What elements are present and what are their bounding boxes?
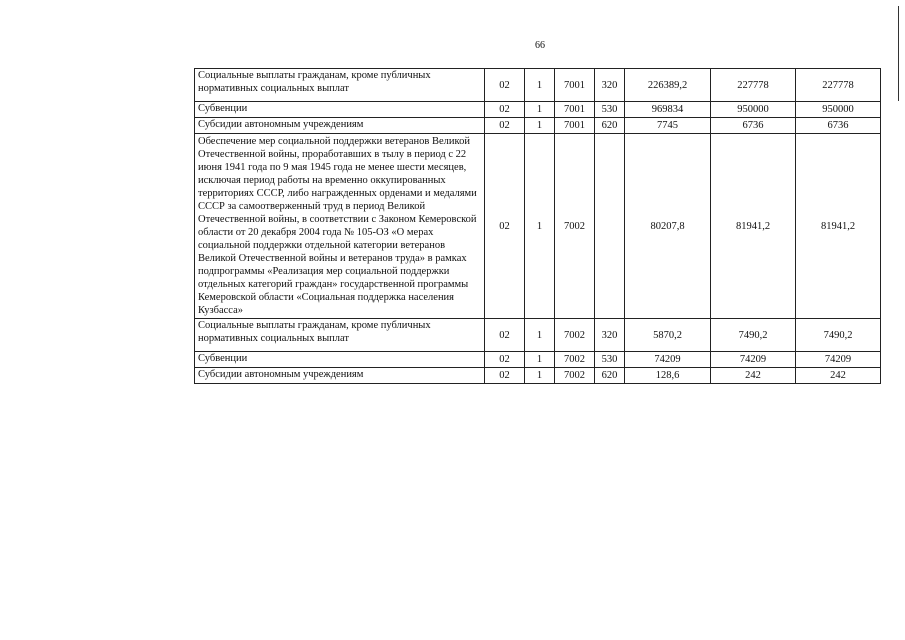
amount-year-1: 128,6 [625, 368, 711, 384]
expense-type-code: 620 [595, 118, 625, 134]
amount-year-1: 5870,2 [625, 319, 711, 352]
table-row [195, 368, 881, 384]
section-code: 02 [485, 69, 525, 102]
amount-year-2: 81941,2 [711, 134, 796, 319]
table-row [195, 134, 881, 319]
article-code: 7002 [555, 134, 595, 319]
amount-year-2: 242 [711, 368, 796, 384]
subsection-code: 1 [525, 319, 555, 352]
row-name: Обеспечение мер социальной поддержки ветеранов Великой Отечественной войны, проработавших в тылу в период с 22 июня 1941 года по 9 мая 1945 года не менее шести месяцев, исключая период работы на временно оккупированных территориях СССР, либо награжденных орденами и медалями СССР за самоотверженный труд в период Великой Отечественной войны, в соответствии с Законом Кемеровской области от 20 декабря 2004 года № 105-ОЗ «О мерах социальной поддержки отдельной категории ветеранов Великой Отечественной войны и ветеранов труда» в рамках подпрограммы «Реализация мер социальной поддержки отдельных категорий граждан» государственной программы Кемеровской области «Социальная поддержка населения Кузбасса» [195, 134, 485, 319]
table-row [195, 69, 881, 102]
section-code: 02 [485, 352, 525, 368]
subsection-code: 1 [525, 69, 555, 102]
row-name: Субвенции [195, 352, 485, 368]
article-code: 7001 [555, 69, 595, 102]
amount-year-1: 80207,8 [625, 134, 711, 319]
table-row [195, 352, 881, 368]
amount-year-2: 7490,2 [711, 319, 796, 352]
section-code: 02 [485, 102, 525, 118]
amount-year-1: 74209 [625, 352, 711, 368]
amount-year-2: 6736 [711, 118, 796, 134]
amount-year-3: 950000 [796, 102, 881, 118]
subsection-code: 1 [525, 134, 555, 319]
budget-table [194, 68, 881, 384]
section-code: 02 [485, 118, 525, 134]
expense-type-code: 320 [595, 319, 625, 352]
page-number: 66 [535, 40, 545, 51]
page-edge-line [898, 6, 899, 101]
subsection-code: 1 [525, 368, 555, 384]
expense-type-code: 530 [595, 352, 625, 368]
amount-year-1: 969834 [625, 102, 711, 118]
table-row [195, 319, 881, 352]
expense-type-code: 620 [595, 368, 625, 384]
amount-year-3: 74209 [796, 352, 881, 368]
amount-year-2: 227778 [711, 69, 796, 102]
section-code: 02 [485, 368, 525, 384]
expense-type-code [595, 134, 625, 319]
article-code: 7002 [555, 319, 595, 352]
section-code: 02 [485, 134, 525, 319]
subsection-code: 1 [525, 102, 555, 118]
row-name: Субсидии автономным учреждениям [195, 368, 485, 384]
article-code: 7002 [555, 352, 595, 368]
amount-year-1: 226389,2 [625, 69, 711, 102]
subsection-code: 1 [525, 352, 555, 368]
article-code: 7001 [555, 102, 595, 118]
row-name: Социальные выплаты гражданам, кроме публичных нормативных социальных выплат [195, 69, 485, 102]
article-code: 7002 [555, 368, 595, 384]
amount-year-3: 6736 [796, 118, 881, 134]
row-name: Социальные выплаты гражданам, кроме публичных нормативных социальных выплат [195, 319, 485, 352]
amount-year-3: 242 [796, 368, 881, 384]
subsection-code: 1 [525, 118, 555, 134]
amount-year-3: 7490,2 [796, 319, 881, 352]
amount-year-2: 950000 [711, 102, 796, 118]
amount-year-1: 7745 [625, 118, 711, 134]
amount-year-3: 227778 [796, 69, 881, 102]
table-row [195, 102, 881, 118]
row-name: Субсидии автономным учреждениям [195, 118, 485, 134]
article-code: 7001 [555, 118, 595, 134]
section-code: 02 [485, 319, 525, 352]
amount-year-3: 81941,2 [796, 134, 881, 319]
expense-type-code: 530 [595, 102, 625, 118]
row-name: Субвенции [195, 102, 485, 118]
expense-type-code: 320 [595, 69, 625, 102]
table-row [195, 118, 881, 134]
amount-year-2: 74209 [711, 352, 796, 368]
